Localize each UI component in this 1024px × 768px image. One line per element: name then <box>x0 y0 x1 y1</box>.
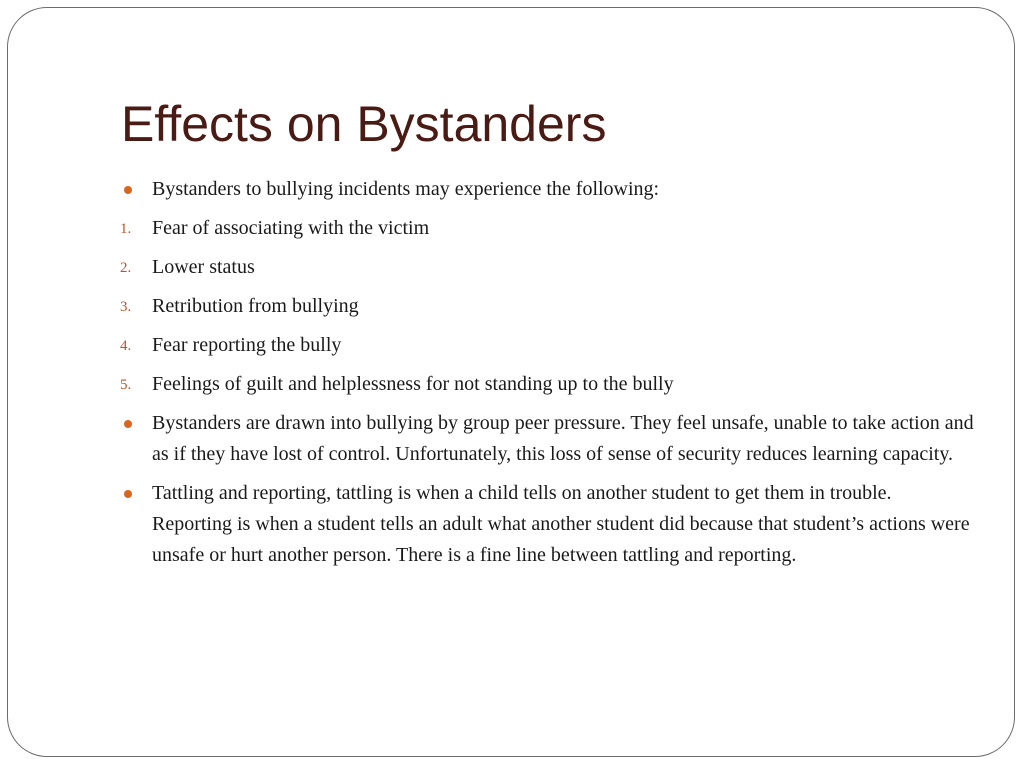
item-number: 4. <box>120 338 132 354</box>
numbered-item <box>116 252 976 283</box>
item-number: 1. <box>120 221 132 237</box>
bullet-text: Tattling and reporting, tattling is when a child tells on another student to get them in trouble. Reporting is when a student tells an adult what another student did because that student’s actions were unsafe or hurt another person. There is a fine line between tattling and reporting. <box>152 482 970 566</box>
numbered-text: Retribution from bullying <box>152 295 359 317</box>
numbered-item <box>116 213 976 244</box>
numbered-text: Fear of associating with the victim <box>152 217 430 239</box>
numbered-text: Feelings of guilt and helplessness for not standing up to the bully <box>152 373 674 395</box>
bullet-item <box>116 174 976 205</box>
numbered-item <box>116 291 976 322</box>
numbered-item <box>116 330 976 361</box>
numbered-text: Fear reporting the bully <box>152 334 342 356</box>
numbered-text: Lower status <box>152 256 255 278</box>
numbered-item <box>116 369 976 400</box>
bullet-dot-icon <box>124 420 132 428</box>
slide <box>7 7 1015 757</box>
bullet-item <box>116 408 976 470</box>
slide-content-list <box>116 174 976 579</box>
item-number: 5. <box>120 377 132 393</box>
bullet-dot-icon <box>124 490 132 498</box>
bullet-text: Bystanders to bullying incidents may experience the following: <box>152 178 660 200</box>
bullet-item <box>116 478 976 571</box>
item-number: 3. <box>120 299 132 315</box>
slide-title: Effects on Bystanders <box>121 96 607 152</box>
item-number: 2. <box>120 260 132 276</box>
bullet-text: Bystanders are drawn into bullying by group peer pressure. They feel unsafe, unable to take action and as if they have lost of control. Unfortunately, this loss of sense of security reduces learning capacity. <box>152 412 974 465</box>
bullet-dot-icon <box>124 186 132 194</box>
